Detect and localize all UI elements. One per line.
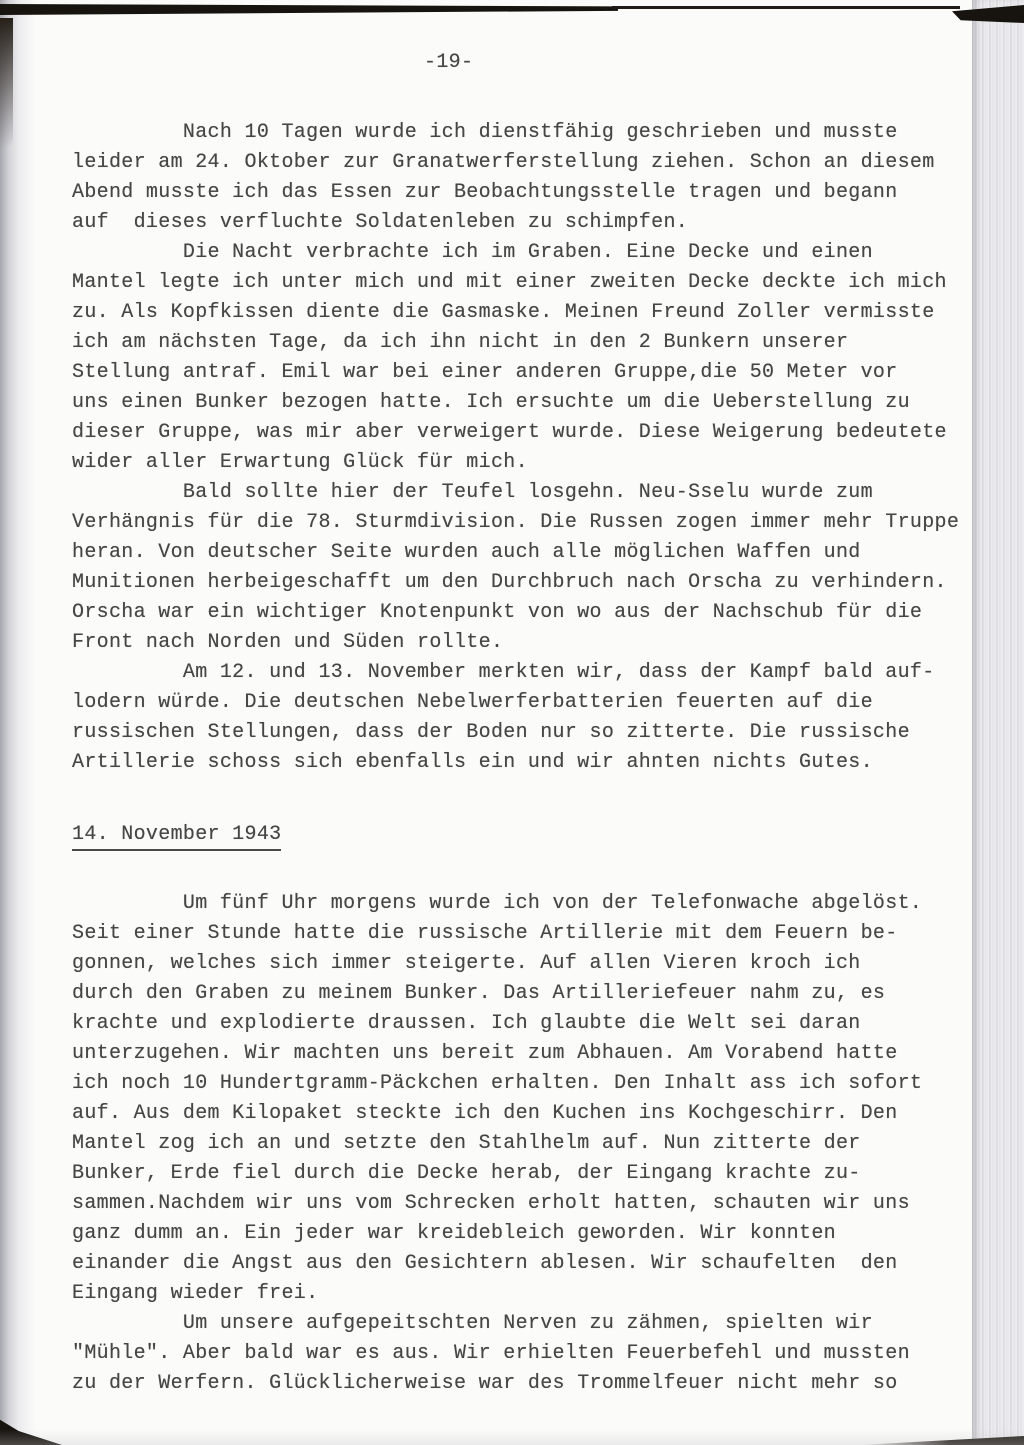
date-heading <box>72 820 977 854</box>
paragraph <box>72 478 977 658</box>
text-line: Orscha war ein wichtiger Knotenpunkt von wo aus der Nachschub für die <box>72 601 923 624</box>
text-line: durch den Graben zu meinem Bunker. Das Artilleriefeuer nahm zu, es <box>72 982 886 1005</box>
text-line: dieser Gruppe, was mir aber verweigert wurde. Diese Weigerung bedeutete <box>72 421 947 444</box>
text-line: Bunker, Erde fiel durch die Decke herab, der Eingang krachte zu- <box>72 1162 861 1185</box>
page-bottom-shade <box>0 1429 1024 1445</box>
paragraph <box>72 889 977 1309</box>
text-line: zu. Als Kopfkissen diente die Gasmaske. Meinen Freund Zoller vermisste <box>72 301 935 324</box>
text-line: Mantel zog ich an und setzte den Stahlhelm auf. Nun zitterte der <box>72 1132 861 1155</box>
paragraph <box>72 118 977 238</box>
text-line: zu der Werfern. Glücklicherweise war des Trommelfeuer nicht mehr so <box>72 1372 898 1395</box>
text-line: Abend musste ich das Essen zur Beobachtungsstelle tragen und begann <box>72 181 898 204</box>
text-line: auf dieses verfluchte Soldatenleben zu schimpfen. <box>72 211 689 234</box>
scan-border-top-thick <box>0 4 618 15</box>
text-line: ich noch 10 Hundertgramm-Päckchen erhalten. Den Inhalt ass ich sofort <box>72 1072 923 1095</box>
text-line: Munitionen herbeigeschafft um den Durchbruch nach Orscha zu verhindern. <box>72 571 947 594</box>
text-line: sammen.Nachdem wir uns vom Schrecken erholt hatten, schauten wir uns <box>72 1192 910 1215</box>
typewritten-text-block <box>72 48 977 1399</box>
text-line: einander die Angst aus den Gesichtern ablesen. Wir schaufelten den <box>72 1252 898 1275</box>
text-line: leider am 24. Oktober zur Granatwerferstellung ziehen. Schon an diesem <box>72 151 935 174</box>
text-line: uns einen Bunker bezogen hatte. Ich ersuchte um die Ueberstellung zu <box>72 391 910 414</box>
scan-border-top-thin <box>612 6 960 9</box>
page-number: -19- <box>424 51 474 74</box>
text-line: Artillerie schoss sich ebenfalls ein und wir ahnten nichts Gutes. <box>72 751 873 774</box>
text-line: Nach 10 Tagen wurde ich dienstfähig geschrieben und musste <box>72 121 898 144</box>
text-line: Verhängnis für die 78. Sturmdivision. Die Russen zogen immer mehr Truppe <box>72 511 960 534</box>
text-line: unterzugehen. Wir machten uns bereit zum Abhauen. Am Vorabend hatte <box>72 1042 898 1065</box>
date-heading-text: 14. November 1943 <box>72 823 281 851</box>
book-spine-dark-top <box>0 18 13 148</box>
text-line: krachte und explodierte draussen. Ich glaubte die Welt sei daran <box>72 1012 861 1035</box>
text-line: Seit einer Stunde hatte die russische Artillerie mit dem Feuern be- <box>72 922 898 945</box>
text-line: ganz dumm an. Ein jeder war kreidebleich geworden. Wir konnten <box>72 1222 836 1245</box>
text-line: Die Nacht verbrachte ich im Graben. Eine Decke und einen <box>72 241 873 264</box>
text-line: heran. Von deutscher Seite wurden auch alle möglichen Waffen und <box>72 541 861 564</box>
text-line: Um fünf Uhr morgens wurde ich von der Telefonwache abgelöst. <box>72 892 923 915</box>
text-line: russischen Stellungen, dass der Boden nur so zitterte. Die russische <box>72 721 910 744</box>
paragraph <box>72 658 977 778</box>
page-stack-edge <box>972 0 1024 1445</box>
text-line: Um unsere aufgepeitschten Nerven zu zähmen, spielten wir <box>72 1312 873 1335</box>
text-line: Am 12. und 13. November merkten wir, dass der Kampf bald auf- <box>72 661 935 684</box>
text-line: ich am nächsten Tage, da ich ihn nicht in den 2 Bunkern unserer <box>72 331 849 354</box>
text-line: "Mühle". Aber bald war es aus. Wir erhielten Feuerbefehl und mussten <box>72 1342 910 1365</box>
paragraph <box>72 1309 977 1399</box>
document-sections <box>72 118 977 1399</box>
text-line: wider aller Erwartung Glück für mich. <box>72 451 528 474</box>
text-line: Front nach Norden und Süden rollte. <box>72 631 504 654</box>
text-line: Stellung antraf. Emil war bei einer anderen Gruppe,die 50 Meter vor <box>72 361 898 384</box>
text-line: gonnen, welches sich immer steigerte. Auf allen Vieren kroch ich <box>72 952 861 975</box>
text-line: Eingang wieder frei. <box>72 1282 319 1305</box>
paragraph <box>72 238 977 478</box>
text-line: lodern würde. Die deutschen Nebelwerferbatterien feuerten auf die <box>72 691 873 714</box>
book-spine-shadow <box>0 0 36 1445</box>
text-line: Mantel legte ich unter mich und mit einer zweiten Decke deckte ich mich <box>72 271 947 294</box>
text-line: Bald sollte hier der Teufel losgehn. Neu-Sselu wurde zum <box>72 481 873 504</box>
text-line: auf. Aus dem Kilopaket steckte ich den Kuchen ins Kochgeschirr. Den <box>72 1102 898 1125</box>
